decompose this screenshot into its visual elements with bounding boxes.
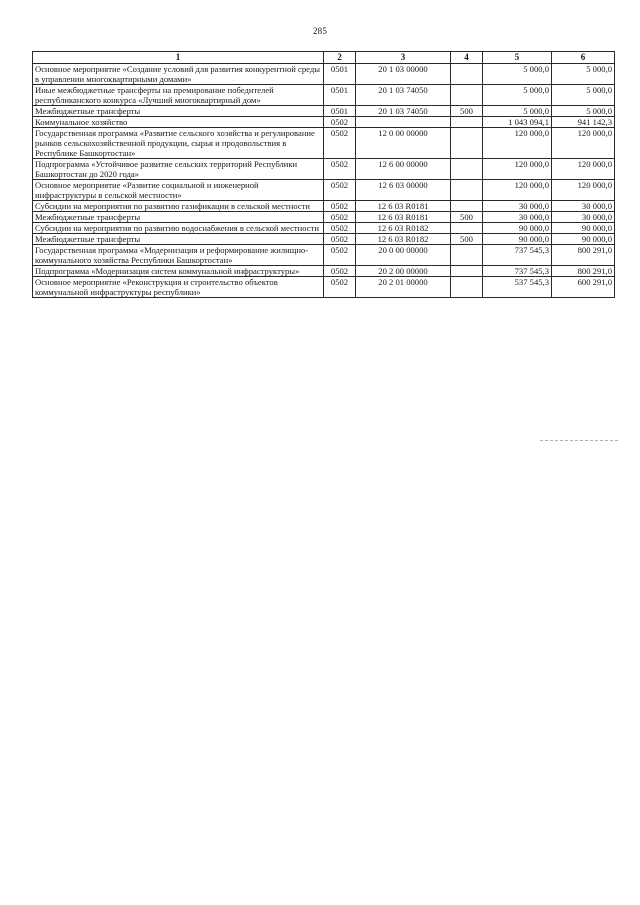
page-number: 285 [312, 26, 328, 36]
row-target-code-cell: 12 6 03 00000 [356, 180, 451, 201]
row-section-cell: 0501 [324, 106, 356, 117]
table-row [33, 106, 615, 117]
budget-table [32, 51, 615, 298]
table-row [33, 266, 615, 277]
row-amount-year1-cell: 30 000,0 [483, 212, 552, 223]
table-row [33, 159, 615, 180]
row-expense-type-cell [451, 180, 483, 201]
row-expense-type-cell [451, 85, 483, 106]
row-target-code-cell: 20 1 03 00000 [356, 64, 451, 85]
row-name-cell: Субсидии на мероприятия по развитию водоснабжения в сельской местности [33, 223, 324, 234]
row-amount-year1-cell: 90 000,0 [483, 234, 552, 245]
column-header-2: 2 [324, 52, 356, 64]
table-row [33, 180, 615, 201]
row-amount-year2-cell: 90 000,0 [552, 223, 615, 234]
row-expense-type-cell [451, 159, 483, 180]
row-section-cell: 0502 [324, 234, 356, 245]
row-section-cell: 0502 [324, 159, 356, 180]
row-name-cell: Подпрограмма «Модернизация систем коммунальной инфраструктуры» [33, 266, 324, 277]
row-amount-year1-cell: 120 000,0 [483, 128, 552, 159]
table-row [33, 85, 615, 106]
row-target-code-cell: 20 1 03 74050 [356, 106, 451, 117]
row-amount-year2-cell: 30 000,0 [552, 201, 615, 212]
row-amount-year1-cell: 120 000,0 [483, 159, 552, 180]
row-target-code-cell: 20 2 01 00000 [356, 277, 451, 298]
row-target-code-cell: 12 0 00 00000 [356, 128, 451, 159]
row-section-cell: 0502 [324, 223, 356, 234]
row-target-code-cell: 12 6 03 R0181 [356, 201, 451, 212]
row-name-cell: Межбюджетные трансферты [33, 212, 324, 223]
table-header-row [33, 52, 615, 64]
row-name-cell: Основное мероприятие «Создание условий для развития конкурентной среды в управлении многоквартирными домами» [33, 64, 324, 85]
row-section-cell: 0501 [324, 64, 356, 85]
table-row [33, 223, 615, 234]
row-target-code-cell: 12 6 03 R0181 [356, 212, 451, 223]
row-section-cell: 0501 [324, 85, 356, 106]
row-expense-type-cell [451, 64, 483, 85]
row-name-cell: Основное мероприятие «Развитие социальной и инженерной инфраструктуры в сельской местности» [33, 180, 324, 201]
row-expense-type-cell: 500 [451, 106, 483, 117]
table-row [33, 245, 615, 266]
row-expense-type-cell [451, 223, 483, 234]
row-section-cell: 0502 [324, 277, 356, 298]
row-amount-year2-cell: 800 291,0 [552, 266, 615, 277]
row-amount-year2-cell: 5 000,0 [552, 64, 615, 85]
row-target-code-cell [356, 117, 451, 128]
row-name-cell: Межбюджетные трансферты [33, 106, 324, 117]
row-amount-year1-cell: 537 545,3 [483, 277, 552, 298]
row-amount-year2-cell: 120 000,0 [552, 180, 615, 201]
row-section-cell: 0502 [324, 212, 356, 223]
row-amount-year1-cell: 30 000,0 [483, 201, 552, 212]
table-row [33, 128, 615, 159]
row-name-cell: Основное мероприятие «Реконструкция и строительство объектов коммунальной инфраструктуры республики» [33, 277, 324, 298]
row-amount-year2-cell: 5 000,0 [552, 85, 615, 106]
row-expense-type-cell [451, 277, 483, 298]
row-amount-year2-cell: 120 000,0 [552, 128, 615, 159]
row-amount-year1-cell: 1 043 094,1 [483, 117, 552, 128]
column-header-3: 3 [356, 52, 451, 64]
row-amount-year2-cell: 30 000,0 [552, 212, 615, 223]
row-amount-year1-cell: 120 000,0 [483, 180, 552, 201]
column-header-5: 5 [483, 52, 552, 64]
table-body [33, 64, 615, 298]
row-expense-type-cell [451, 266, 483, 277]
row-amount-year1-cell: 737 545,3 [483, 266, 552, 277]
row-amount-year2-cell: 800 291,0 [552, 245, 615, 266]
row-name-cell: Иные межбюджетные трансферты на премирование победителей республиканского конкурса «Лучший многоквартирный дом» [33, 85, 324, 106]
row-section-cell: 0502 [324, 128, 356, 159]
row-amount-year2-cell: 90 000,0 [552, 234, 615, 245]
column-header-1: 1 [33, 52, 324, 64]
column-header-6: 6 [552, 52, 615, 64]
row-amount-year2-cell: 120 000,0 [552, 159, 615, 180]
row-amount-year2-cell: 5 000,0 [552, 106, 615, 117]
row-amount-year1-cell: 90 000,0 [483, 223, 552, 234]
row-expense-type-cell [451, 201, 483, 212]
column-header-4: 4 [451, 52, 483, 64]
row-expense-type-cell [451, 245, 483, 266]
table-row [33, 212, 615, 223]
row-expense-type-cell: 500 [451, 234, 483, 245]
table-row [33, 277, 615, 298]
row-target-code-cell: 12 6 03 R0182 [356, 234, 451, 245]
table-row [33, 201, 615, 212]
row-section-cell: 0502 [324, 180, 356, 201]
row-name-cell: Межбюджетные трансферты [33, 234, 324, 245]
row-target-code-cell: 20 2 00 00000 [356, 266, 451, 277]
row-expense-type-cell [451, 128, 483, 159]
row-expense-type-cell [451, 117, 483, 128]
row-section-cell: 0502 [324, 266, 356, 277]
row-amount-year1-cell: 737 545,3 [483, 245, 552, 266]
row-target-code-cell: 20 1 03 74050 [356, 85, 451, 106]
row-target-code-cell: 12 6 03 R0182 [356, 223, 451, 234]
row-target-code-cell: 20 0 00 00000 [356, 245, 451, 266]
row-amount-year1-cell: 5 000,0 [483, 64, 552, 85]
table-row [33, 234, 615, 245]
row-section-cell: 0502 [324, 201, 356, 212]
row-expense-type-cell: 500 [451, 212, 483, 223]
row-name-cell: Коммунальное хозяйство [33, 117, 324, 128]
row-name-cell: Государственная программа «Модернизация и реформирование жилищно-коммунального хозяйства Республики Башкортостан» [33, 245, 324, 266]
row-name-cell: Государственная программа «Развитие сельского хозяйства и регулирование рынков сельскохозяйственной продукции, сырья и продовольствия в Республике Башкортостан» [33, 128, 324, 159]
row-amount-year1-cell: 5 000,0 [483, 106, 552, 117]
row-name-cell: Подпрограмма «Устойчивое развитие сельских территорий Республики Башкортостан до 2020 года» [33, 159, 324, 180]
table-row [33, 64, 615, 85]
row-amount-year2-cell: 600 291,0 [552, 277, 615, 298]
row-amount-year2-cell: 941 142,3 [552, 117, 615, 128]
row-name-cell: Субсидии на мероприятия по развитию газификации в сельской местности [33, 201, 324, 212]
row-section-cell: 0502 [324, 117, 356, 128]
row-target-code-cell: 12 6 00 00000 [356, 159, 451, 180]
row-section-cell: 0502 [324, 245, 356, 266]
scan-edge-mark [540, 440, 618, 441]
table-row [33, 117, 615, 128]
row-amount-year1-cell: 5 000,0 [483, 85, 552, 106]
